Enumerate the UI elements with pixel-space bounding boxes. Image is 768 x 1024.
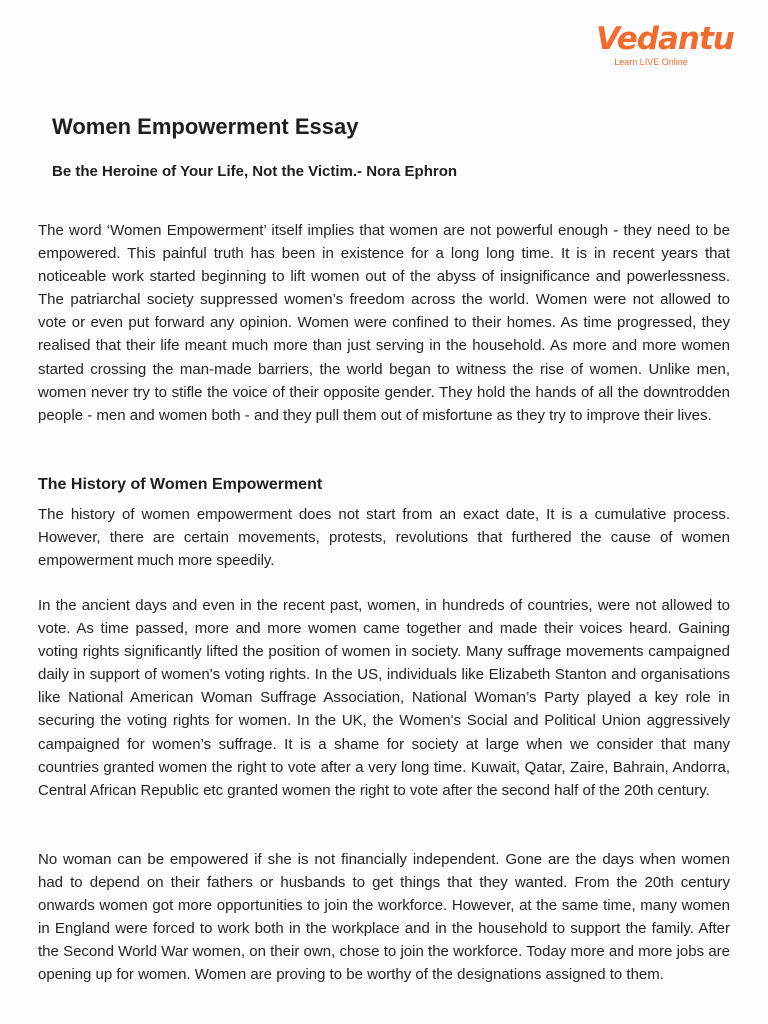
page-title: Women Empowerment Essay bbox=[52, 114, 359, 139]
intro-paragraph: The word ‘Women Empowerment’ itself implies that women are not powerful enough - they need to be empowered. This painful truth has been in existence for a long long time. It is in recent years that noticeable work started beginning to lift women out of the abyss of insignificance and powerlessness. The patriarchal society suppressed women’s freedom across the world. Women were not allowed to vote or even put forward any opinion. Women were confined to their homes. As time progressed, they realised that their life meant much more than just serving in the household. As more and more women started crossing the man-made barriers, the world began to witness the rise of women. Unlike men, women never try to stifle the voice of their opposite gender. They hold the hands of all the downtrodden people - men and women both - and they pull them out of misfortune as they try to improve their lives. bbox=[38, 222, 730, 424]
history-paragraph-1: The history of women empowerment does not start from an exact date, It is a cumulative process. However, there are certain movements, protests, revolutions that furthered the cause of women empowerment much more speedily. bbox=[38, 506, 730, 570]
vedantu-logo bbox=[596, 21, 734, 68]
epigraph-quote: Be the Heroine of Your Life, Not the Victim.- Nora Ephron bbox=[52, 163, 458, 180]
logo-tagline: Learn LIVE Online bbox=[614, 57, 688, 67]
logo-wordmark: Vedantu bbox=[596, 21, 734, 57]
section-heading-history: The History of Women Empowerment bbox=[38, 476, 323, 493]
history-paragraph-2: In the ancient days and even in the recent past, women, in hundreds of countries, were not allowed to vote. As time passed, more and more women came together and made their voices heard. Gaining voting rights significantly lifted the position of women in society. Many suffrage movements campaigned daily in support of women's voting rights. In the US, individuals like Elizabeth Stanton and organisations like National American Woman Suffrage Association, National Woman’s Party played a key role in securing the voting rights for women. In the UK, the Women's Social and Political Union aggressively campaigned for women’s suffrage. It is a shame for society at large when we consider that many countries granted women the right to vote after a very long time. Kuwait, Qatar, Zaire, Bahrain, Andorra, Central African Republic etc granted women the right to vote after the second half of the 20th century. bbox=[38, 597, 730, 799]
history-paragraph-3: No woman can be empowered if she is not financially independent. Gone are the days when women had to depend on their fathers or husbands to get things that they wanted. From the 20th century onwards women got more opportunities to join the workforce. However, at the same time, many women in England were forced to work both in the workplace and in the household to support the family. After the Second World War women, on their own, chose to join the workforce. Today more and more jobs are opening up for women. Women are proving to be worthy of the designations assigned to them. bbox=[38, 851, 730, 984]
